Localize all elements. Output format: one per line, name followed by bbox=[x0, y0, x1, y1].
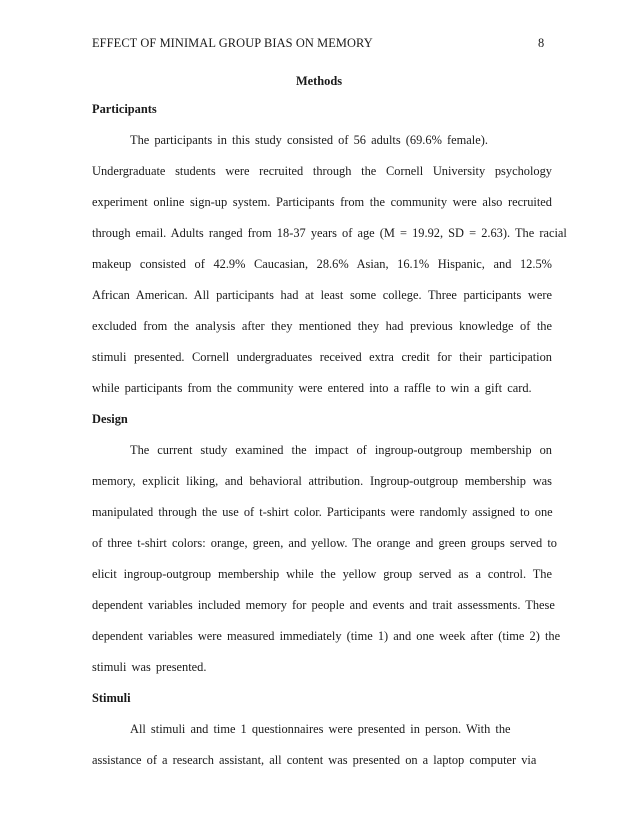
paragraph-line: African American. All participants had at least some college. Three participants were bbox=[92, 288, 552, 302]
section-title: Methods bbox=[295, 74, 343, 88]
page-number: 8 bbox=[538, 36, 545, 50]
paragraph-line: memory, explicit liking, and behavioral attribution. Ingroup-outgroup membership was bbox=[92, 474, 552, 488]
paragraph-line: makeup consisted of 42.9% Caucasian, 28.6% Asian, 16.1% Hispanic, and 12.5% bbox=[92, 257, 552, 271]
paragraph-line: Undergraduate students were recruited through the Cornell University psychology bbox=[92, 164, 552, 178]
paragraph-line: dependent variables included memory for people and events and trait assessments. These bbox=[92, 598, 555, 612]
paragraph-line: excluded from the analysis after they mentioned they had previous knowledge of the bbox=[92, 319, 552, 333]
paragraph-line: assistance of a research assistant, all content was presented on a laptop computer via bbox=[92, 753, 537, 767]
paragraph-line: elicit ingroup-outgroup membership while the yellow group served as a control. The bbox=[92, 567, 552, 581]
paragraph-line: stimuli presented. Cornell undergraduates received extra credit for their participation bbox=[92, 350, 552, 364]
participants-heading: Participants bbox=[92, 102, 157, 116]
paragraph-line: manipulated through the use of t-shirt color. Participants were randomly assigned to one bbox=[92, 505, 553, 519]
stimuli-heading: Stimuli bbox=[92, 691, 131, 705]
design-heading: Design bbox=[92, 412, 128, 426]
paragraph-line: All stimuli and time 1 questionnaires were presented in person. With the bbox=[130, 722, 511, 736]
paragraph-line: of three t-shirt colors: orange, green, and yellow. The orange and green groups served to bbox=[92, 536, 557, 550]
running-head: EFFECT OF MINIMAL GROUP BIAS ON MEMORY bbox=[92, 36, 373, 50]
paragraph-line: stimuli was presented. bbox=[92, 660, 207, 674]
paragraph-line: experiment online sign-up system. Participants from the community were also recruited bbox=[92, 195, 552, 209]
paragraph-line: The current study examined the impact of ingroup-outgroup membership on bbox=[130, 443, 552, 457]
paragraph-line: while participants from the community were entered into a raffle to win a gift card. bbox=[92, 381, 532, 395]
paragraph-line: dependent variables were measured immediately (time 1) and one week after (time 2) the bbox=[92, 629, 561, 643]
paragraph-line: through email. Adults ranged from 18-37 years of age (M = 19.92, SD = 2.63). The racial bbox=[92, 226, 567, 240]
paragraph-line: The participants in this study consisted of 56 adults (69.6% female). bbox=[130, 133, 488, 147]
